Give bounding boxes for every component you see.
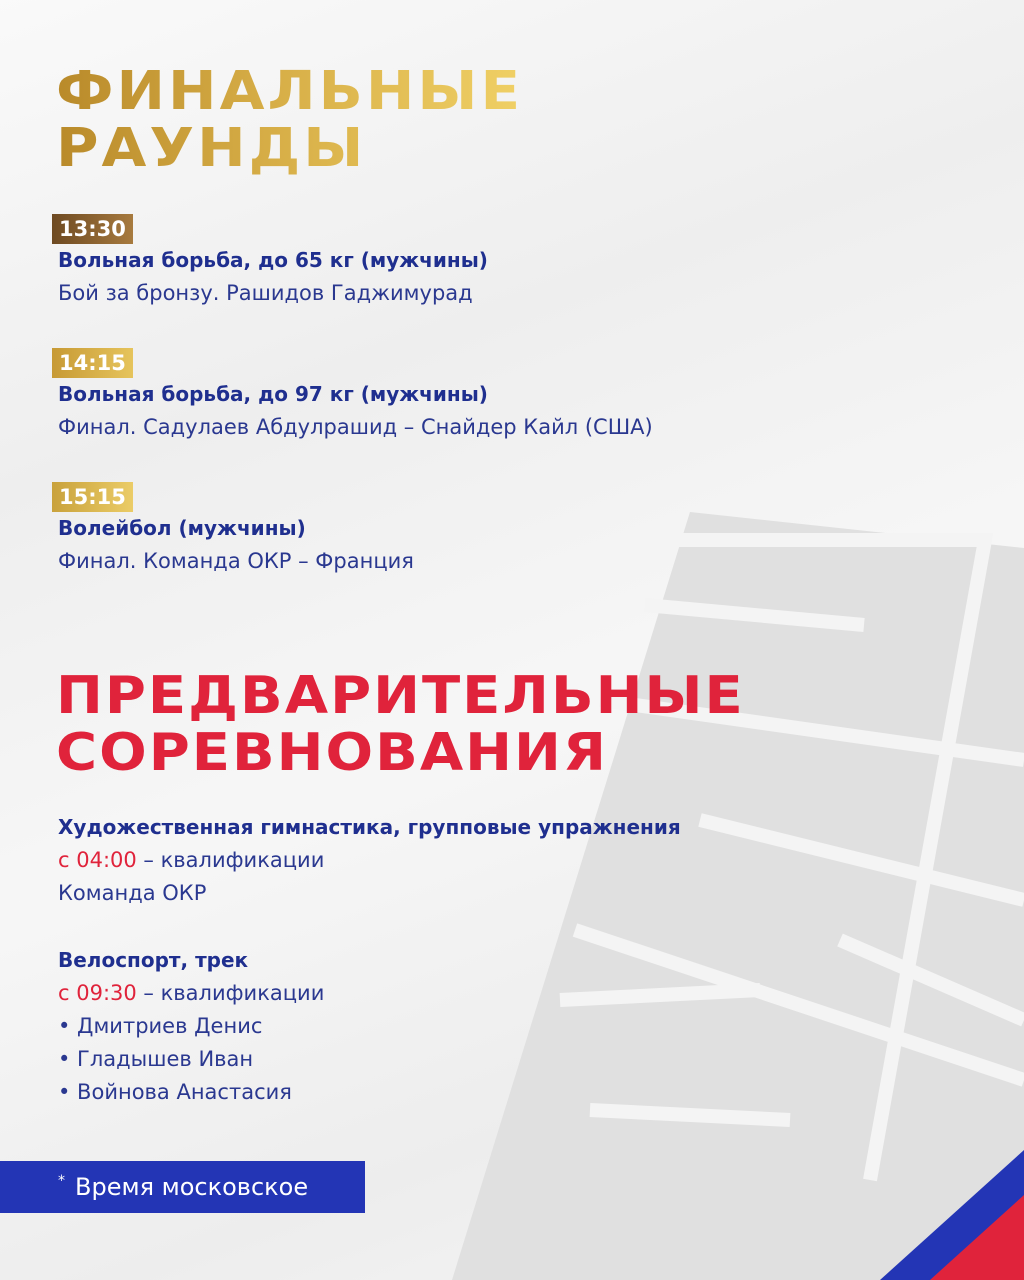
event-description: Финал. Садулаев Абдулрашид – Снайдер Кайл (США) bbox=[58, 415, 653, 439]
participant: • Дмитриев Денис bbox=[58, 1014, 263, 1038]
time-badge: 15:15 bbox=[52, 482, 133, 512]
preliminary-event-1 bbox=[58, 811, 681, 910]
preliminary-heading-line2: СОРЕВНОВАНИЯ bbox=[56, 723, 609, 783]
final-event-3 bbox=[58, 482, 414, 578]
event-title: Велоспорт, трек bbox=[58, 948, 249, 972]
participant: Команда ОКР bbox=[58, 881, 207, 905]
event-schedule bbox=[58, 844, 681, 877]
finals-heading bbox=[56, 59, 524, 179]
timezone-note bbox=[0, 1161, 365, 1213]
event-stage: – квалификации bbox=[136, 848, 325, 872]
finals-heading-line2: РАУНДЫ bbox=[56, 116, 367, 179]
timezone-note-text: Время московское bbox=[75, 1173, 309, 1201]
final-event-2 bbox=[58, 348, 653, 444]
preliminary-event-2 bbox=[58, 944, 324, 1109]
event-description: Финал. Команда ОКР – Франция bbox=[58, 549, 414, 573]
event-title: Вольная борьба, до 97 кг (мужчины) bbox=[58, 382, 488, 406]
preliminary-heading-line1: ПРЕДВАРИТЕЛЬНЫЕ bbox=[56, 666, 745, 726]
event-description: Бой за бронзу. Рашидов Гаджимурад bbox=[58, 281, 473, 305]
event-title: Художественная гимнастика, групповые упражнения bbox=[58, 815, 681, 839]
asterisk-icon: * bbox=[58, 1173, 65, 1189]
participant: • Гладышев Иван bbox=[58, 1047, 254, 1071]
event-schedule bbox=[58, 977, 324, 1010]
preliminary-heading bbox=[56, 668, 745, 782]
finals-heading-line1: ФИНАЛЬНЫЕ bbox=[56, 59, 524, 122]
event-start-time: с 09:30 bbox=[58, 981, 137, 1005]
time-badge: 13:30 bbox=[52, 214, 133, 244]
event-stage: – квалификации bbox=[136, 981, 325, 1005]
time-badge: 14:15 bbox=[52, 348, 133, 378]
event-title: Волейбол (мужчины) bbox=[58, 516, 306, 540]
participant: • Войнова Анастасия bbox=[58, 1080, 292, 1104]
final-event-1 bbox=[58, 214, 488, 310]
event-title: Вольная борьба, до 65 кг (мужчины) bbox=[58, 248, 488, 272]
event-start-time: с 04:00 bbox=[58, 848, 137, 872]
